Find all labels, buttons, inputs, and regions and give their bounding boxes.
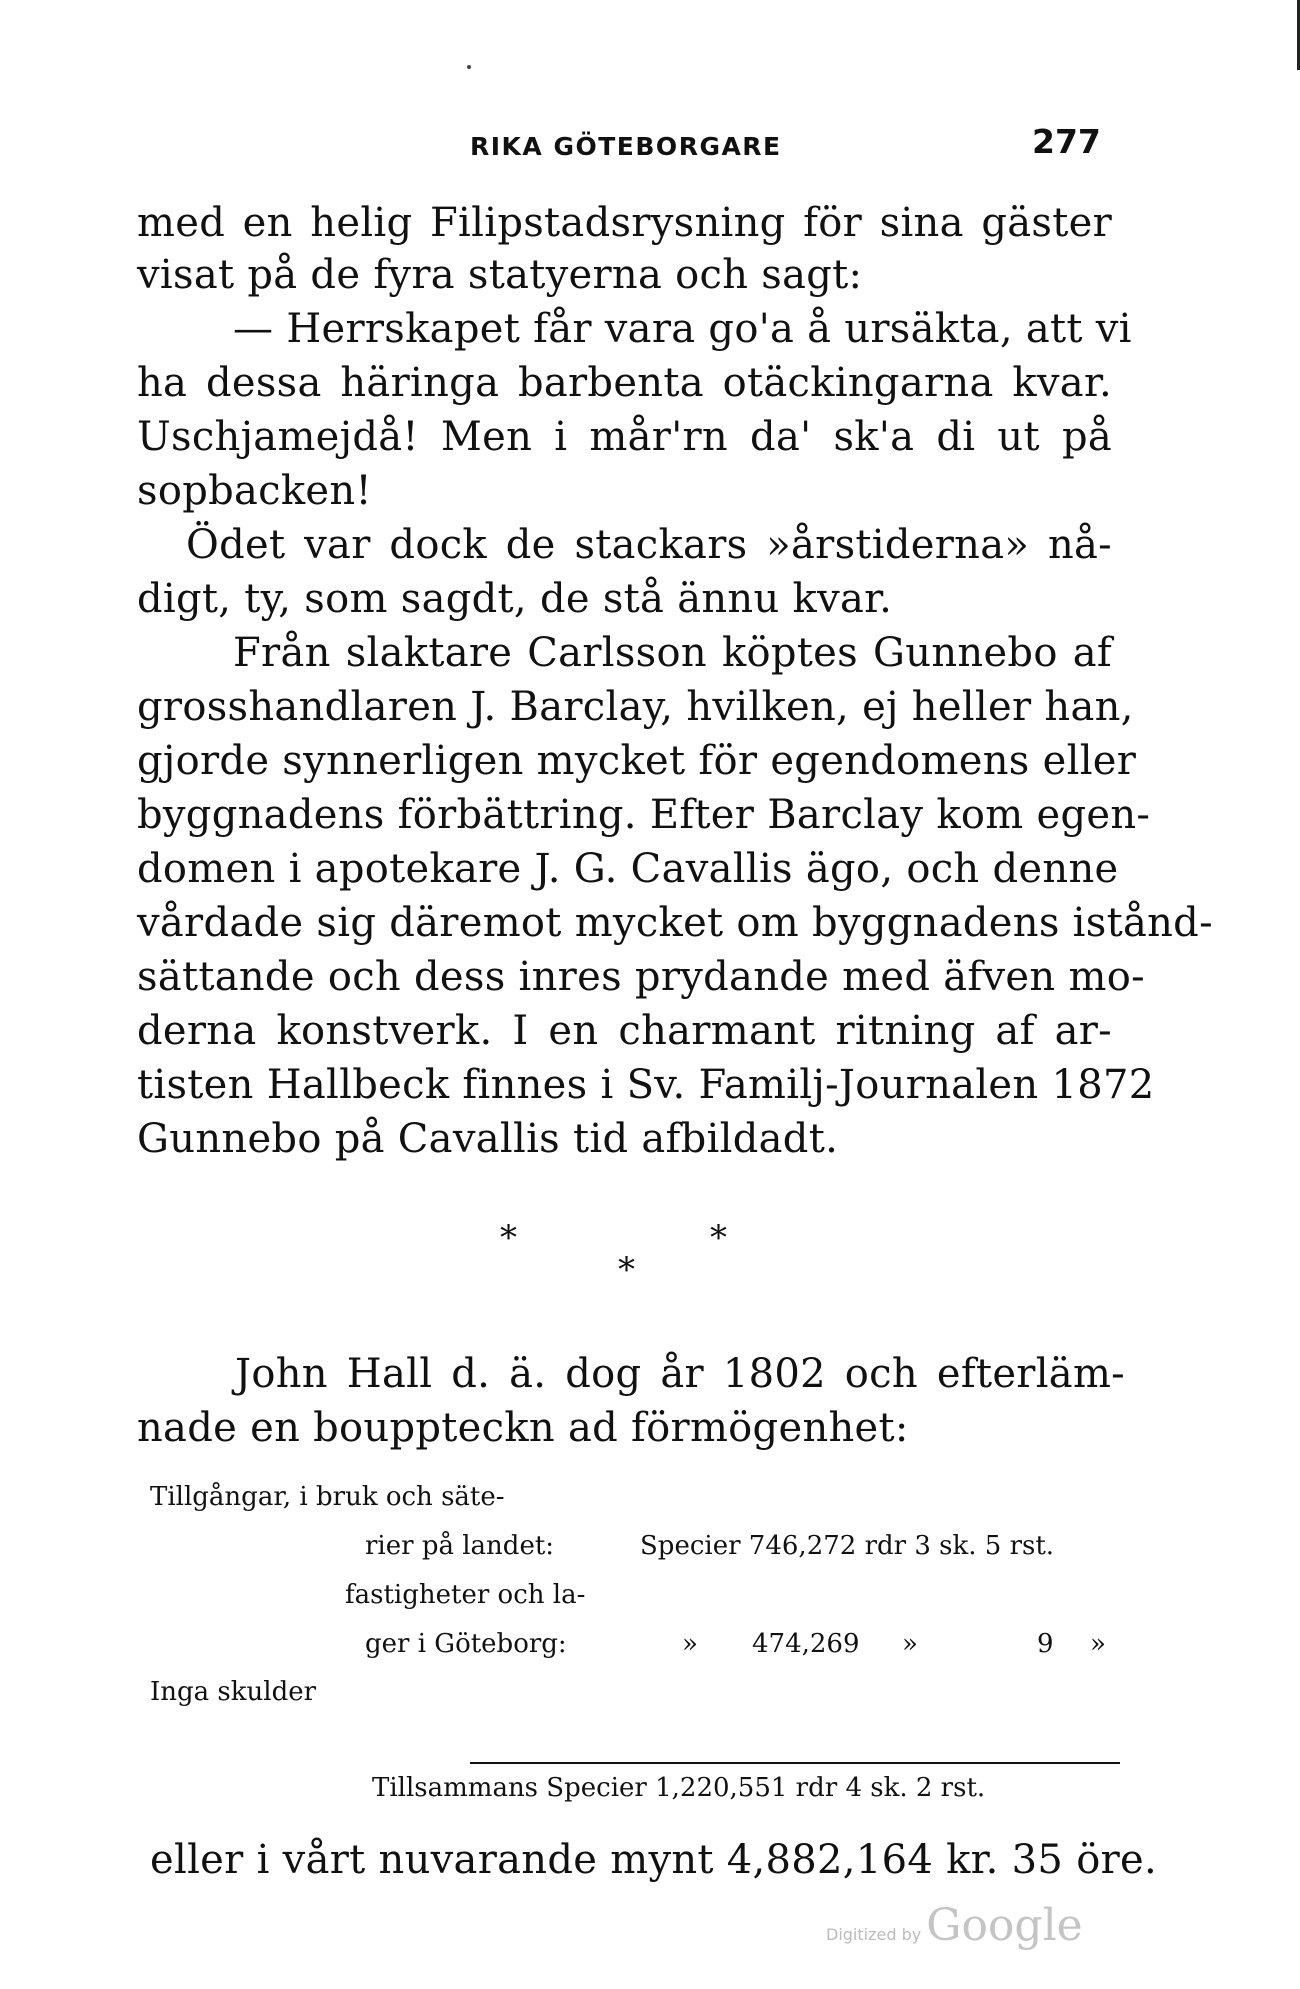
text-line: derna konstverk. I en charmant ritning af ar- (137, 1008, 1112, 1054)
assets-label-line4: ger i Göteborg: (365, 1629, 567, 1659)
text-line: gjorde synnerligen mycket för egendomens eller (137, 738, 1137, 784)
text-line: sättande och dess inres prydande med äfven mo- (137, 954, 1145, 1000)
text-line: med en helig Filipstadsrysning för sina gäster (137, 200, 1112, 246)
google-logo: Google (926, 1900, 1083, 1951)
assets-value-goteborg-sk: 9 (1037, 1629, 1054, 1659)
digitized-watermark (826, 1900, 1083, 1951)
sum-rule (470, 1762, 1120, 1764)
assets-value-country: Specier 746,272 rdr 3 sk. 5 rst. (640, 1531, 1055, 1561)
total-line: Tillsammans Specier 1,220,551 rdr 4 sk. 2 rst. (372, 1773, 986, 1803)
ditto-mark: » (1090, 1629, 1106, 1659)
debts-label: Inga skulder (150, 1677, 317, 1707)
assets-label-line3: fastigheter och la- (345, 1580, 586, 1610)
text-line: byggnadens förbättring. Efter Barclay kom egen- (137, 792, 1151, 838)
text-line: visat på de fyra statyerna och sagt: (137, 252, 863, 298)
text-line: John Hall d. ä. dog år 1802 och efterläm- (235, 1351, 1125, 1397)
text-line: ha dessa häringa barbenta otäckingarna kvar. (137, 360, 1112, 406)
ditto-mark: » (682, 1629, 698, 1659)
text-line: domen i apotekare J. G. Cavallis ägo, och denne (137, 846, 1119, 892)
text-line: grosshandlaren J. Barclay, hvilken, ej heller han, (137, 684, 1134, 730)
text-line: — Herrskapet får vara go'a å ursäkta, att vi (233, 306, 1132, 352)
page-number: 277 (1032, 122, 1101, 161)
text-line: nade en bouppteckn ad förmögenhet: (137, 1405, 909, 1451)
assets-label-line1: Tillgångar, i bruk och säte- (150, 1482, 505, 1512)
scan-speck (467, 65, 471, 69)
ditto-mark: » (902, 1629, 918, 1659)
text-line: tisten Hallbeck finnes i Sv. Familj-Journalen 1872 (137, 1062, 1155, 1108)
assets-value-goteborg: 474,269 (752, 1629, 860, 1659)
asterisk: * (618, 1250, 635, 1290)
text-line: Ödet var dock de stackars »årstiderna» nå- (186, 522, 1112, 568)
text-line: digt, ty, som sagdt, de stå ännu kvar. (137, 576, 893, 622)
running-head: RIKA GÖTEBORGARE (470, 132, 782, 161)
text-line: Uschjamejdå! Men i mår'rn da' sk'a di ut på (137, 414, 1112, 460)
text-line: Från slaktare Carlsson köptes Gunnebo af (233, 630, 1112, 676)
text-line: sopbacken! (137, 468, 372, 514)
conclusion-line: eller i vårt nuvarande mynt 4,882,164 kr. 35 öre. (150, 1837, 1157, 1883)
asterisk: * (710, 1218, 727, 1258)
text-line: Gunnebo på Cavallis tid afbildadt. (137, 1116, 839, 1162)
watermark-prefix: Digitized by (826, 1925, 922, 1944)
assets-label-line2: rier på landet: (365, 1531, 555, 1561)
text-line: vårdade sig däremot mycket om byggnadens istånd- (137, 900, 1213, 946)
asterisk: * (500, 1218, 517, 1258)
